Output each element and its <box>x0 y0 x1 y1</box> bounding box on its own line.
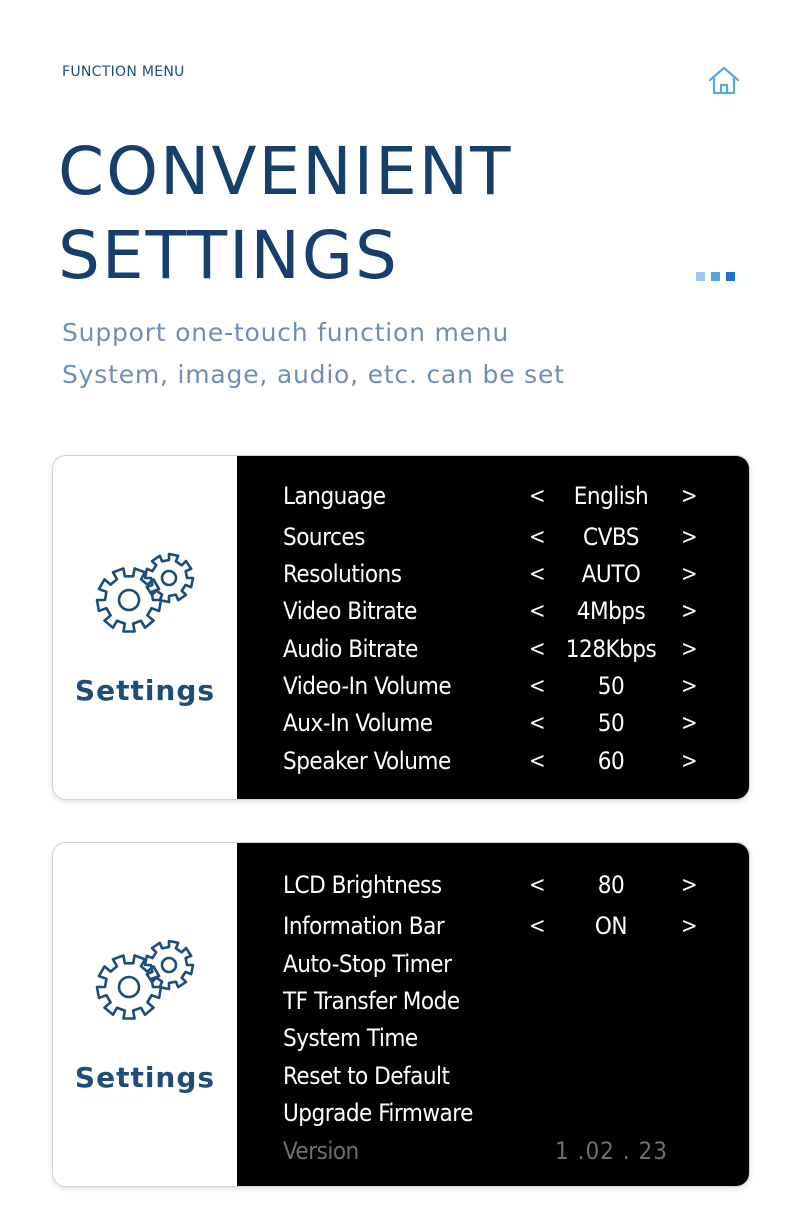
menu-row-label: Video-In Volume <box>283 672 452 700</box>
menu-row-label: TF Transfer Mode <box>283 987 460 1015</box>
menu-row-label: Audio Bitrate <box>283 635 418 663</box>
menu-row-label: Reset to Default <box>283 1062 450 1090</box>
menu-row-value: English <box>573 482 649 510</box>
gears-icon <box>91 933 199 1023</box>
menu-row[interactable] <box>237 478 749 515</box>
menu-row[interactable] <box>237 593 749 630</box>
menu-row-label: Auto-Stop Timer <box>283 950 452 978</box>
menu-row-value: CVBS <box>583 523 639 551</box>
menu-row-label: Language <box>283 482 386 510</box>
menu-row[interactable] <box>237 631 749 668</box>
menu-row[interactable] <box>237 983 749 1020</box>
page-title-line-1: CONVENIENT <box>58 133 513 210</box>
prev-option-arrow[interactable]: < <box>529 914 546 939</box>
menu-row-label: Information Bar <box>283 912 445 940</box>
dot-1 <box>696 272 705 281</box>
gears-icon <box>91 546 199 636</box>
menu-row[interactable] <box>237 908 749 945</box>
next-option-arrow[interactable]: > <box>681 711 698 736</box>
page-title-line-2: SETTINGS <box>58 217 399 294</box>
menu-screen <box>237 456 749 799</box>
settings-panel-1 <box>52 455 750 800</box>
next-option-arrow[interactable]: > <box>681 599 698 624</box>
prev-option-arrow[interactable]: < <box>529 562 546 587</box>
dot-2 <box>711 272 720 281</box>
home-icon[interactable] <box>706 64 742 98</box>
prev-option-arrow[interactable]: < <box>529 873 546 898</box>
menu-row-value: 4Mbps <box>576 597 646 625</box>
prev-option-arrow[interactable]: < <box>529 484 546 509</box>
menu-row-label: Upgrade Firmware <box>283 1099 473 1127</box>
menu-row[interactable] <box>237 1058 749 1095</box>
menu-row[interactable] <box>237 946 749 983</box>
menu-row-value: 128Kbps <box>565 635 657 663</box>
next-option-arrow[interactable]: > <box>681 914 698 939</box>
menu-row-label: Aux-In Volume <box>283 709 433 737</box>
menu-row[interactable] <box>237 1020 749 1057</box>
next-option-arrow[interactable]: > <box>681 674 698 699</box>
menu-row-label: System Time <box>283 1024 418 1052</box>
panel-side <box>53 843 237 1186</box>
menu-row[interactable] <box>237 1133 749 1170</box>
menu-row-label: Version <box>283 1137 359 1165</box>
settings-label: Settings <box>74 674 216 707</box>
menu-row-value: 60 <box>597 747 625 775</box>
menu-row-label: Video Bitrate <box>283 597 417 625</box>
menu-row-value: 80 <box>597 871 625 899</box>
prev-option-arrow[interactable]: < <box>529 711 546 736</box>
section-kicker: FUNCTION MENU <box>62 64 185 80</box>
next-option-arrow[interactable]: > <box>681 637 698 662</box>
decorative-dots <box>696 272 735 281</box>
menu-row[interactable] <box>237 668 749 705</box>
prev-option-arrow[interactable]: < <box>529 674 546 699</box>
menu-row-label: LCD Brightness <box>283 871 442 899</box>
panel-side <box>53 456 237 799</box>
menu-row-value: 50 <box>597 672 625 700</box>
subtitle-line-2: System, image, audio, etc. can be set <box>62 360 565 389</box>
prev-option-arrow[interactable]: < <box>529 599 546 624</box>
settings-panel-2 <box>52 842 750 1187</box>
page-title <box>58 130 512 298</box>
menu-row[interactable] <box>237 556 749 593</box>
next-option-arrow[interactable]: > <box>681 873 698 898</box>
menu-row-label: Sources <box>283 523 365 551</box>
next-option-arrow[interactable]: > <box>681 525 698 550</box>
next-option-arrow[interactable]: > <box>681 484 698 509</box>
menu-row[interactable] <box>237 519 749 556</box>
menu-row[interactable] <box>237 743 749 780</box>
menu-screen <box>237 843 749 1186</box>
subtitle-line-1: Support one-touch function menu <box>62 318 510 347</box>
menu-row-label: Speaker Volume <box>283 747 451 775</box>
prev-option-arrow[interactable]: < <box>529 749 546 774</box>
menu-row-value: ON <box>594 912 628 940</box>
menu-row-value: AUTO <box>581 560 641 588</box>
menu-row[interactable] <box>237 1095 749 1132</box>
menu-row[interactable] <box>237 867 749 904</box>
menu-row-value: 1 .02 . 23 <box>555 1137 668 1165</box>
prev-option-arrow[interactable]: < <box>529 637 546 662</box>
prev-option-arrow[interactable]: < <box>529 525 546 550</box>
dot-3 <box>726 272 735 281</box>
next-option-arrow[interactable]: > <box>681 749 698 774</box>
settings-label: Settings <box>74 1061 216 1094</box>
menu-row-label: Resolutions <box>283 560 402 588</box>
next-option-arrow[interactable]: > <box>681 562 698 587</box>
menu-row[interactable] <box>237 705 749 742</box>
subtitle <box>62 312 565 396</box>
menu-row-value: 50 <box>597 709 625 737</box>
